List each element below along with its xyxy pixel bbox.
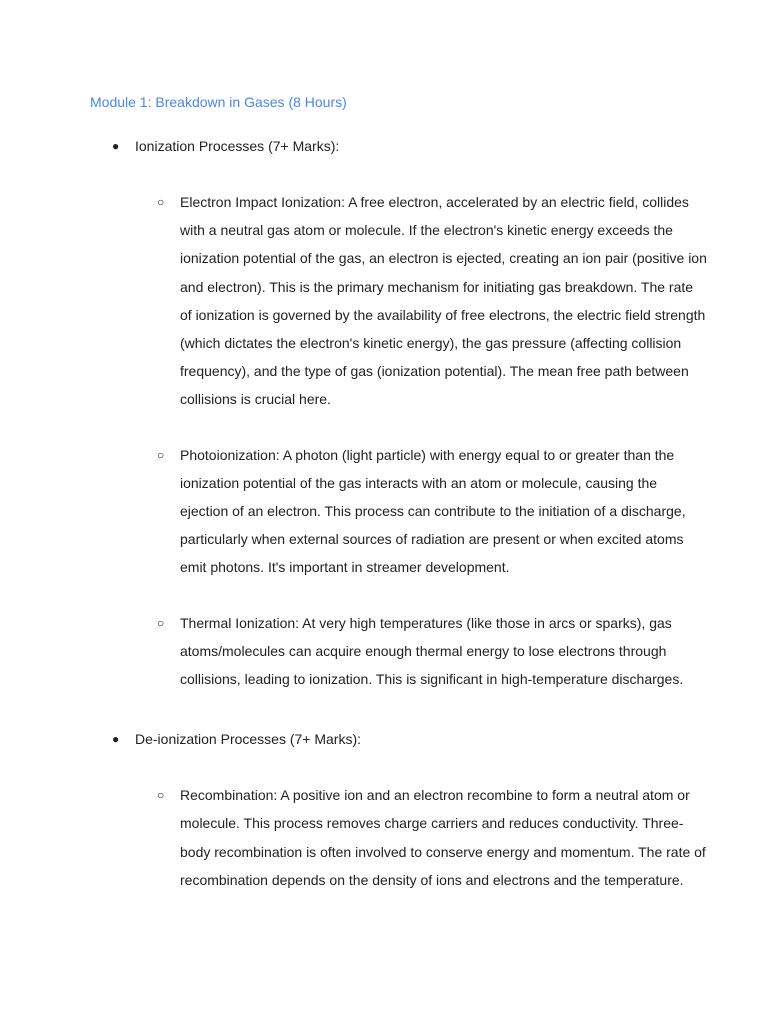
list-item-text: Electron Impact Ionization: A free electron, accelerated by an electric field, collides with a neutral gas atom or molecule. If the electron's kinetic energy exceeds the ionization potential of the gas, an electron is ejected, creating an ion pair (positive ion and electron). This is the primary mechanism for initiating gas breakdown. The rate of ionization is governed by the availability of free electrons, the electric field strength (which dictates the electron's kinetic energy), the gas pressure (affecting collision frequency), and the type of gas (ionization potential). The mean free path between collisions is crucial here.	[180, 194, 707, 408]
bullet-icon: ●	[112, 139, 120, 153]
bullet-icon: ●	[112, 732, 120, 747]
hollow-bullet-icon: ○	[157, 788, 165, 803]
hollow-bullet-icon: ○	[157, 195, 165, 209]
hollow-bullet-icon: ○	[157, 615, 165, 630]
list-item-text: Recombination: A positive ion and an electron recombine to form a neutral atom or molecule. This process removes charge carriers and reduces conductivity. Three-body recombination is often involved to conserve energy and momentum. The rate of recombination depends on the density of ions and electrons and the temperature.	[180, 787, 706, 888]
hollow-bullet-icon: ○	[157, 447, 165, 462]
list-item-text: Photoionization: A photon (light particle) with energy equal to or greater than the ionization potential of the gas interacts with an atom or molecule, causing the ejection of an electron. This process can contribute to the initiation of a discharge, particularly when external sources of radiation are present or when excited atoms emit photons. It's important in streamer development.	[180, 446, 686, 576]
list-item-electron-impact	[90, 188, 708, 414]
list-item-text: Thermal Ionization: At very high temperatures (like those in arcs or sparks), gas atoms/molecules can acquire enough thermal energy to lose electrons through collisions, leading to ionization. This is significant in high-temperature discharges.	[180, 614, 684, 688]
list-item-thermal-ionization	[90, 609, 712, 694]
section-title-row	[90, 137, 708, 155]
section-title-row	[90, 730, 708, 748]
list-item-photoionization	[90, 441, 708, 582]
section-title: Ionization Processes (7+ Marks):	[135, 138, 340, 154]
list-item-recombination	[90, 781, 708, 894]
section-de-ionization	[90, 730, 708, 894]
section-title: De-ionization Processes (7+ Marks):	[135, 731, 362, 748]
module-heading: Module 1: Breakdown in Gases (8 Hours)	[90, 94, 347, 110]
section-ionization	[90, 137, 708, 693]
